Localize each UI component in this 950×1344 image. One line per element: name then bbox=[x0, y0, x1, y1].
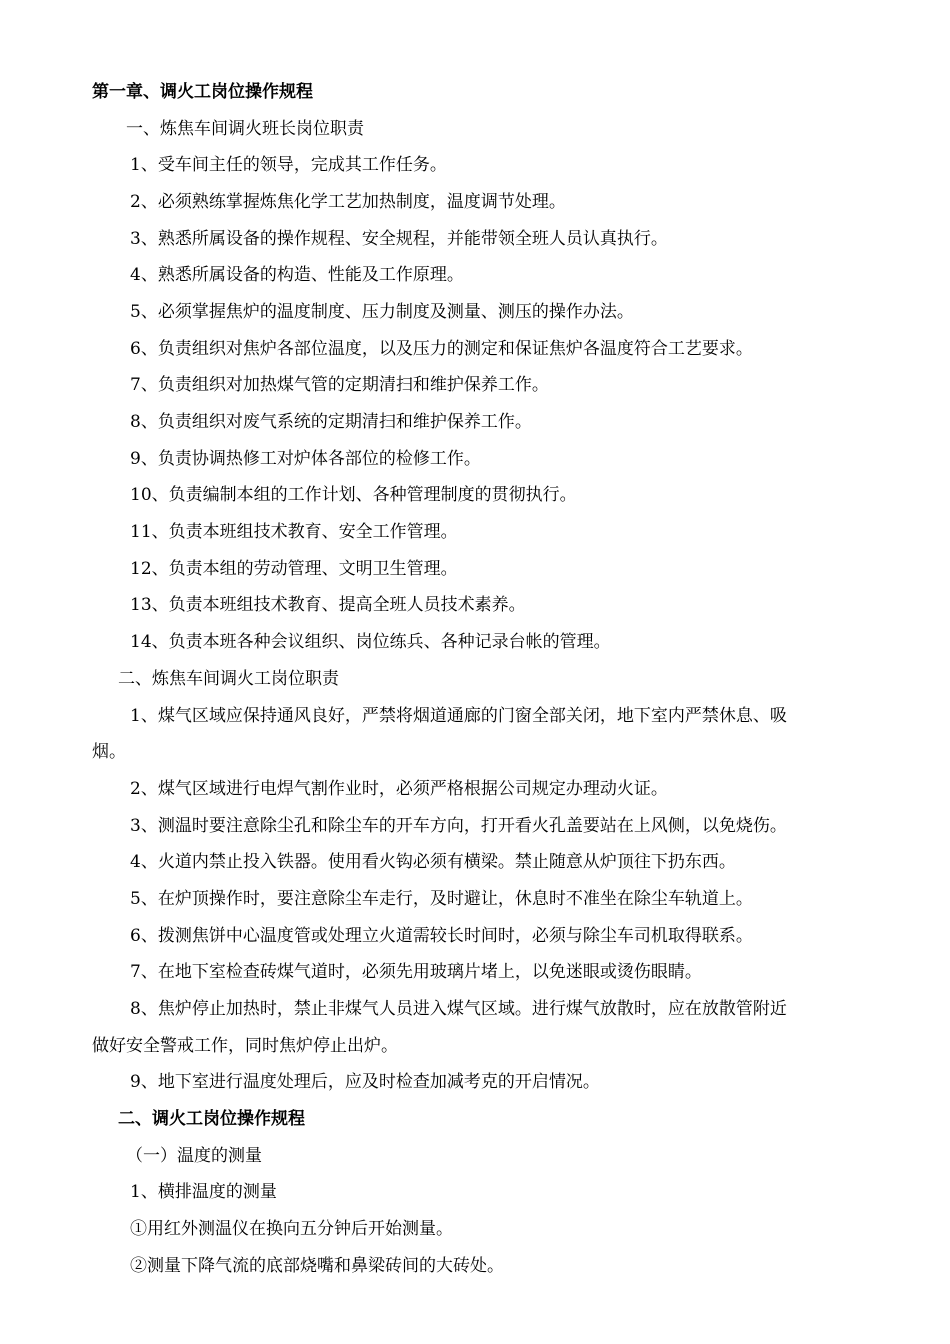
section3-subheading-1-1: 1、横排温度的测量 bbox=[130, 1182, 277, 1202]
section1-item-4: 4、熟悉所属设备的构造、性能及工作原理。 bbox=[130, 265, 464, 285]
section2-item-1-line-1: 1、煤气区域应保持通风良好，严禁将烟道通廊的门窗全部关闭，地下室内严禁休息、吸 bbox=[130, 706, 787, 726]
section2-item-2: 2、煤气区域进行电焊气割作业时，必须严格根据公司规定办理动火证。 bbox=[130, 779, 668, 799]
section3-subheading-1: （一）温度的测量 bbox=[126, 1146, 262, 1166]
section2-item-6: 6、拨测焦饼中心温度管或处理立火道需较长时间时，必须与除尘车司机取得联系。 bbox=[130, 926, 753, 946]
section1-item-11: 11、负责本班组技术教育、安全工作管理。 bbox=[130, 522, 458, 542]
section3-step-1: ①用红外测温仪在换向五分钟后开始测量。 bbox=[130, 1219, 453, 1239]
chapter-title: 第一章、调火工岗位操作规程 bbox=[92, 82, 313, 102]
section1-item-14: 14、负责本班各种会议组织、岗位练兵、各种记录台帐的管理。 bbox=[130, 632, 611, 652]
section1-item-5: 5、必须掌握焦炉的温度制度、压力制度及测量、测压的操作办法。 bbox=[130, 302, 634, 322]
section1-item-9: 9、负责协调热修工对炉体各部位的检修工作。 bbox=[130, 449, 481, 469]
section2-heading: 二、炼焦车间调火工岗位职责 bbox=[118, 669, 339, 689]
section1-item-2: 2、必须熟练掌握炼焦化学工艺加热制度，温度调节处理。 bbox=[130, 192, 566, 212]
section1-item-12: 12、负责本组的劳动管理、文明卫生管理。 bbox=[130, 559, 458, 579]
section1-item-6: 6、负责组织对焦炉各部位温度，以及压力的测定和保证焦炉各温度符合工艺要求。 bbox=[130, 339, 753, 359]
section3-step-2: ②测量下降气流的底部烧嘴和鼻梁砖间的大砖处。 bbox=[130, 1256, 504, 1276]
section2-item-3: 3、测温时要注意除尘孔和除尘车的开车方向，打开看火孔盖要站在上风侧，以免烧伤。 bbox=[130, 816, 787, 836]
section1-item-13: 13、负责本班组技术教育、提高全班人员技术素养。 bbox=[130, 595, 526, 615]
section3-heading: 二、调火工岗位操作规程 bbox=[118, 1109, 305, 1129]
section1-item-8: 8、负责组织对废气系统的定期清扫和维护保养工作。 bbox=[130, 412, 532, 432]
section2-item-7: 7、在地下室检查砖煤气道时，必须先用玻璃片堵上，以免迷眼或烫伤眼睛。 bbox=[130, 962, 702, 982]
section2-item-8-line-1: 8、焦炉停止加热时，禁止非煤气人员进入煤气区域。进行煤气放散时，应在放散管附近 bbox=[130, 999, 787, 1019]
section2-item-9: 9、地下室进行温度处理后，应及时检查加减考克的开启情况。 bbox=[130, 1072, 600, 1092]
section1-item-1: 1、受车间主任的领导，完成其工作任务。 bbox=[130, 155, 447, 175]
section1-item-3: 3、熟悉所属设备的操作规程、安全规程，并能带领全班人员认真执行。 bbox=[130, 229, 668, 249]
section2-item-1-line-2: 烟。 bbox=[92, 742, 126, 762]
section1-item-10: 10、负责编制本组的工作计划、各种管理制度的贯彻执行。 bbox=[130, 485, 577, 505]
section2-item-4: 4、火道内禁止投入铁器。使用看火钩必须有横梁。禁止随意从炉顶往下扔东西。 bbox=[130, 852, 736, 872]
section2-item-5: 5、在炉顶操作时，要注意除尘车走行，及时避让，休息时不准坐在除尘车轨道上。 bbox=[130, 889, 753, 909]
section1-item-7: 7、负责组织对加热煤气管的定期清扫和维护保养工作。 bbox=[130, 375, 549, 395]
section2-item-8-line-2: 做好安全警戒工作，同时焦炉停止出炉。 bbox=[92, 1036, 398, 1056]
section1-heading: 一、炼焦车间调火班长岗位职责 bbox=[126, 119, 364, 139]
